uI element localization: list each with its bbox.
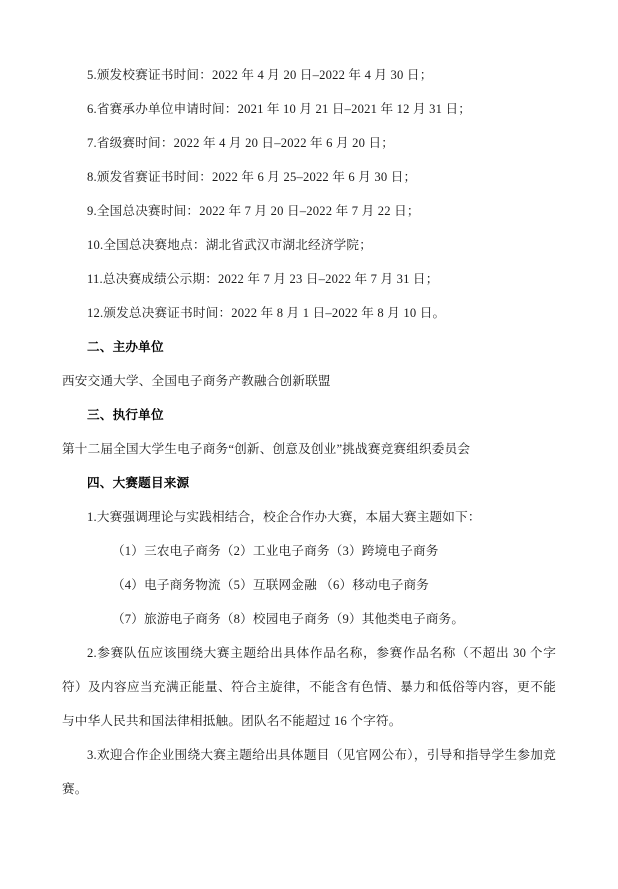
- topic-item-1: 1.大赛强调理论与实践相结合，校企合作办大赛，本届大赛主题如下：: [87, 510, 481, 524]
- executor-paragraph: 第十二届全国大学生电子商务“创新、创意及创业”挑战赛竞赛组织委员会: [62, 442, 471, 456]
- section-heading-executor: 三、执行单位: [87, 408, 164, 422]
- schedule-item-12: 12.颁发总决赛证书时间：2022 年 8 月 1 日–2022 年 8 月 10 日。: [87, 306, 446, 320]
- section-heading-organizer: 二、主办单位: [87, 340, 164, 354]
- document-body: [62, 58, 556, 806]
- schedule-item-11: 11.总决赛成绩公示期：2022 年 7 月 23 日–2022 年 7 月 31 日；: [87, 272, 439, 286]
- topic-list-line-1: （1）三农电子商务（2）工业电子商务（3）跨境电子商务: [112, 544, 439, 558]
- schedule-item-6: 6.省赛承办单位申请时间：2021 年 10 月 21 日–2021 年 12 月 31 日；: [87, 102, 472, 116]
- schedule-item-7: 7.省级赛时间：2022 年 4 月 20 日–2022 年 6 月 20 日；: [87, 136, 395, 150]
- section-heading-topic-sources: 四、大赛题目来源: [87, 476, 190, 490]
- schedule-item-5: 5.颁发校赛证书时间：2022 年 4 月 20 日–2022 年 4 月 30 日；: [87, 68, 433, 82]
- organizer-paragraph: 西安交通大学、全国电子商务产教融合创新联盟: [62, 374, 331, 388]
- topic-list-line-3: （7）旅游电子商务（8）校园电子商务（9）其他类电子商务。: [112, 612, 465, 626]
- schedule-item-10: 10.全国总决赛地点：湖北省武汉市湖北经济学院；: [87, 238, 373, 252]
- topic-list-line-2: （4）电子商务物流（5）互联网金融 （6）移动电子商务: [112, 578, 430, 592]
- topic-item-2: 2.参赛队伍应该围绕大赛主题给出具体作品名称，参赛作品名称（不超出 30 个字符）及内容应当充满正能量、符合主旋律，不能含有色情、暴力和低俗等内容，更不能与中华人民共和国法律相抵触。团队名不能超过 16 个字符。: [62, 646, 556, 728]
- schedule-item-9: 9.全国总决赛时间：2022 年 7 月 20 日–2022 年 7 月 22 日；: [87, 204, 420, 218]
- topic-item-3: 3.欢迎合作企业围绕大赛主题给出具体题目（见官网公布），引导和指导学生参加竞赛。: [62, 748, 556, 796]
- schedule-item-8: 8.颁发省赛证书时间：2022 年 6 月 25–2022 年 6 月 30 日；: [87, 170, 417, 184]
